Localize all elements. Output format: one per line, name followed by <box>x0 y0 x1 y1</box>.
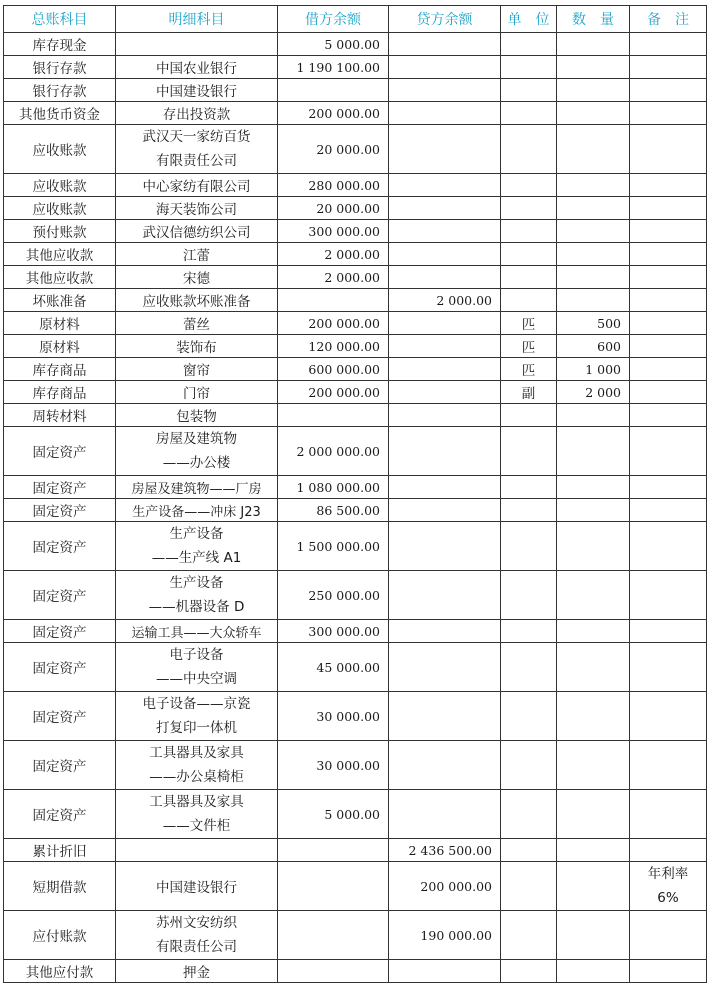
remark-cell <box>630 102 707 125</box>
remark-cell <box>630 266 707 289</box>
qty-cell <box>557 476 630 499</box>
credit-cell <box>389 56 501 79</box>
remark-cell <box>630 476 707 499</box>
account-cell: 预付账款 <box>4 220 116 243</box>
remark-cell <box>630 620 707 643</box>
debit-cell: 200 000.00 <box>278 381 389 404</box>
detail-cell <box>116 427 278 476</box>
qty-cell <box>557 790 630 839</box>
credit-cell <box>389 79 501 102</box>
account-cell: 银行存款 <box>4 79 116 102</box>
table-row <box>4 499 707 522</box>
unit-cell <box>501 643 557 692</box>
qty-cell <box>557 266 630 289</box>
detail-cell: 装饰布 <box>116 335 278 358</box>
qty-cell <box>557 911 630 960</box>
debit-cell: 5 000.00 <box>278 790 389 839</box>
detail-line: 苏州文安纺织 <box>156 915 237 931</box>
account-cell: 应收账款 <box>4 125 116 174</box>
account-cell: 固定资产 <box>4 571 116 620</box>
detail-line: ——办公楼 <box>162 455 231 471</box>
account-cell: 固定资产 <box>4 476 116 499</box>
header-credit: 贷方余额 <box>389 6 501 33</box>
credit-cell <box>389 266 501 289</box>
remark-cell <box>630 790 707 839</box>
account-cell: 固定资产 <box>4 741 116 790</box>
table-row <box>4 197 707 220</box>
qty-cell <box>557 79 630 102</box>
detail-cell <box>116 692 278 741</box>
credit-cell <box>389 692 501 741</box>
unit-cell <box>501 33 557 56</box>
debit-cell: 1 080 000.00 <box>278 476 389 499</box>
credit-cell <box>389 790 501 839</box>
debit-cell: 30 000.00 <box>278 741 389 790</box>
debit-cell: 2 000 000.00 <box>278 427 389 476</box>
remark-cell <box>630 862 707 911</box>
credit-cell <box>389 243 501 266</box>
account-cell: 固定资产 <box>4 692 116 741</box>
credit-cell <box>389 197 501 220</box>
debit-cell <box>278 911 389 960</box>
qty-cell <box>557 862 630 911</box>
qty-cell <box>557 56 630 79</box>
debit-cell: 20 000.00 <box>278 197 389 220</box>
detail-line: ——生产线 A1 <box>151 550 242 566</box>
credit-cell <box>389 741 501 790</box>
header-row <box>4 6 707 33</box>
detail-line: 有限责任公司 <box>156 939 237 955</box>
credit-cell <box>389 381 501 404</box>
detail-cell: 存出投资款 <box>116 102 278 125</box>
account-cell: 其他货币资金 <box>4 102 116 125</box>
unit-cell <box>501 862 557 911</box>
table-row <box>4 266 707 289</box>
credit-cell <box>389 620 501 643</box>
qty-cell <box>557 243 630 266</box>
remark-cell <box>630 427 707 476</box>
header-account: 总账科目 <box>4 6 116 33</box>
remark-cell <box>630 197 707 220</box>
detail-line: 工具器具及家具 <box>149 794 244 810</box>
debit-cell: 5 000.00 <box>278 33 389 56</box>
credit-cell <box>389 312 501 335</box>
detail-line: ——机器设备 D <box>148 599 245 615</box>
debit-cell: 86 500.00 <box>278 499 389 522</box>
unit-cell <box>501 499 557 522</box>
debit-cell <box>278 862 389 911</box>
unit-cell <box>501 266 557 289</box>
table-row <box>4 335 707 358</box>
qty-cell <box>557 643 630 692</box>
table-row <box>4 862 707 911</box>
table-row <box>4 102 707 125</box>
account-cell: 应收账款 <box>4 174 116 197</box>
detail-cell <box>116 790 278 839</box>
detail-cell <box>116 522 278 571</box>
unit-cell <box>501 692 557 741</box>
remark-cell <box>630 174 707 197</box>
table-row <box>4 358 707 381</box>
credit-cell <box>389 427 501 476</box>
unit-cell <box>501 243 557 266</box>
credit-cell <box>389 404 501 427</box>
remark-line: 年利率 <box>647 866 689 882</box>
table-row <box>4 220 707 243</box>
remark-cell <box>630 911 707 960</box>
qty-cell <box>557 499 630 522</box>
detail-line: 打复印一体机 <box>156 720 237 736</box>
table-row <box>4 911 707 960</box>
header-debit: 借方余额 <box>278 6 389 33</box>
detail-line: 房屋及建筑物 <box>156 431 237 447</box>
table-row <box>4 381 707 404</box>
credit-cell <box>389 102 501 125</box>
account-cell: 应收账款 <box>4 197 116 220</box>
table-row <box>4 960 707 983</box>
unit-cell <box>501 620 557 643</box>
unit-cell <box>501 741 557 790</box>
debit-cell: 200 000.00 <box>278 312 389 335</box>
table-row <box>4 79 707 102</box>
debit-cell: 600 000.00 <box>278 358 389 381</box>
table-row <box>4 620 707 643</box>
debit-cell <box>278 404 389 427</box>
account-balance-table <box>3 5 707 983</box>
unit-cell <box>501 839 557 862</box>
table-row <box>4 476 707 499</box>
table-row <box>4 692 707 741</box>
unit-cell <box>501 960 557 983</box>
table-row <box>4 174 707 197</box>
table-row <box>4 427 707 476</box>
qty-cell <box>557 427 630 476</box>
remark-cell <box>630 499 707 522</box>
unit-cell <box>501 79 557 102</box>
credit-cell: 200 000.00 <box>389 862 501 911</box>
unit-cell <box>501 56 557 79</box>
unit-cell <box>501 790 557 839</box>
account-cell: 应付账款 <box>4 911 116 960</box>
debit-cell: 200 000.00 <box>278 102 389 125</box>
remark-cell <box>630 220 707 243</box>
credit-cell <box>389 571 501 620</box>
debit-cell: 20 000.00 <box>278 125 389 174</box>
qty-cell: 600 <box>557 335 630 358</box>
header-remark: 备 注 <box>630 6 707 33</box>
detail-line: 电子设备 <box>169 647 224 663</box>
debit-cell <box>278 960 389 983</box>
debit-cell: 250 000.00 <box>278 571 389 620</box>
remark-cell <box>630 404 707 427</box>
table-row <box>4 289 707 312</box>
detail-line: 工具器具及家具 <box>149 745 244 761</box>
account-cell: 累计折旧 <box>4 839 116 862</box>
detail-cell: 应收账款坏账准备 <box>116 289 278 312</box>
remark-cell <box>630 79 707 102</box>
qty-cell: 500 <box>557 312 630 335</box>
qty-cell <box>557 620 630 643</box>
detail-cell: 江蕾 <box>116 243 278 266</box>
detail-cell: 武汉信德纺织公司 <box>116 220 278 243</box>
account-cell: 坏账准备 <box>4 289 116 312</box>
credit-cell <box>389 174 501 197</box>
remark-cell <box>630 358 707 381</box>
detail-line: 生产设备 <box>169 575 224 591</box>
table-row <box>4 839 707 862</box>
detail-cell: 房屋及建筑物——厂房 <box>116 476 278 499</box>
header-qty: 数 量 <box>557 6 630 33</box>
unit-cell <box>501 289 557 312</box>
account-cell: 固定资产 <box>4 643 116 692</box>
detail-cell: 生产设备——冲床 J23 <box>116 499 278 522</box>
unit-cell <box>501 220 557 243</box>
credit-cell <box>389 960 501 983</box>
remark-cell <box>630 125 707 174</box>
credit-cell <box>389 335 501 358</box>
debit-cell: 1 500 000.00 <box>278 522 389 571</box>
detail-cell <box>116 741 278 790</box>
unit-cell: 匹 <box>501 312 557 335</box>
unit-cell: 副 <box>501 381 557 404</box>
remark-cell <box>630 571 707 620</box>
remark-line: 6% <box>657 890 679 906</box>
debit-cell: 1 190 100.00 <box>278 56 389 79</box>
credit-cell <box>389 499 501 522</box>
detail-line: 武汉天一家纺百货 <box>142 129 251 145</box>
qty-cell <box>557 220 630 243</box>
remark-cell <box>630 381 707 404</box>
detail-cell: 海天装饰公司 <box>116 197 278 220</box>
debit-cell: 300 000.00 <box>278 220 389 243</box>
header-detail: 明细科目 <box>116 6 278 33</box>
remark-cell <box>630 522 707 571</box>
table-row <box>4 404 707 427</box>
remark-cell <box>630 289 707 312</box>
unit-cell <box>501 197 557 220</box>
debit-cell: 300 000.00 <box>278 620 389 643</box>
qty-cell <box>557 404 630 427</box>
account-cell: 短期借款 <box>4 862 116 911</box>
detail-cell: 押金 <box>116 960 278 983</box>
account-cell: 周转材料 <box>4 404 116 427</box>
detail-cell: 门帘 <box>116 381 278 404</box>
table-row <box>4 33 707 56</box>
detail-cell: 蕾丝 <box>116 312 278 335</box>
unit-cell: 匹 <box>501 358 557 381</box>
detail-cell: 运输工具——大众轿车 <box>116 620 278 643</box>
account-cell: 固定资产 <box>4 499 116 522</box>
qty-cell <box>557 960 630 983</box>
detail-cell <box>116 33 278 56</box>
debit-cell: 45 000.00 <box>278 643 389 692</box>
debit-cell: 2 000.00 <box>278 243 389 266</box>
credit-cell <box>389 358 501 381</box>
detail-cell: 宋德 <box>116 266 278 289</box>
qty-cell <box>557 125 630 174</box>
unit-cell <box>501 404 557 427</box>
account-cell: 原材料 <box>4 312 116 335</box>
remark-cell <box>630 692 707 741</box>
remark-cell <box>630 243 707 266</box>
qty-cell <box>557 197 630 220</box>
header-unit: 单 位 <box>501 6 557 33</box>
detail-cell <box>116 571 278 620</box>
remark-cell <box>630 839 707 862</box>
qty-cell: 2 000 <box>557 381 630 404</box>
detail-cell: 中国建设银行 <box>116 79 278 102</box>
table-row <box>4 790 707 839</box>
debit-cell <box>278 289 389 312</box>
qty-cell <box>557 522 630 571</box>
qty-cell <box>557 33 630 56</box>
detail-cell <box>116 839 278 862</box>
table-row <box>4 125 707 174</box>
table-row <box>4 571 707 620</box>
remark-cell <box>630 643 707 692</box>
qty-cell <box>557 839 630 862</box>
detail-line: 电子设备——京瓷 <box>142 696 251 712</box>
unit-cell <box>501 522 557 571</box>
account-cell: 其他应付款 <box>4 960 116 983</box>
remark-cell <box>630 312 707 335</box>
table-row <box>4 312 707 335</box>
unit-cell: 匹 <box>501 335 557 358</box>
qty-cell <box>557 692 630 741</box>
unit-cell <box>501 571 557 620</box>
qty-cell: 1 000 <box>557 358 630 381</box>
unit-cell <box>501 174 557 197</box>
account-cell: 银行存款 <box>4 56 116 79</box>
table-row <box>4 56 707 79</box>
remark-cell <box>630 335 707 358</box>
unit-cell <box>501 125 557 174</box>
debit-cell <box>278 839 389 862</box>
detail-cell: 中心家纺有限公司 <box>116 174 278 197</box>
credit-cell: 2 000.00 <box>389 289 501 312</box>
debit-cell: 280 000.00 <box>278 174 389 197</box>
qty-cell <box>557 102 630 125</box>
credit-cell: 190 000.00 <box>389 911 501 960</box>
credit-cell <box>389 522 501 571</box>
debit-cell <box>278 79 389 102</box>
detail-cell <box>116 911 278 960</box>
credit-cell <box>389 643 501 692</box>
unit-cell <box>501 102 557 125</box>
account-cell: 其他应收款 <box>4 266 116 289</box>
detail-cell: 包装物 <box>116 404 278 427</box>
detail-cell: 中国建设银行 <box>116 862 278 911</box>
remark-cell <box>630 741 707 790</box>
detail-cell: 窗帘 <box>116 358 278 381</box>
detail-line: 生产设备 <box>169 526 224 542</box>
credit-cell <box>389 476 501 499</box>
table-row <box>4 522 707 571</box>
detail-cell <box>116 643 278 692</box>
qty-cell <box>557 741 630 790</box>
credit-cell <box>389 33 501 56</box>
account-cell: 其他应收款 <box>4 243 116 266</box>
detail-line: 有限责任公司 <box>156 153 237 169</box>
detail-cell: 中国农业银行 <box>116 56 278 79</box>
account-cell: 固定资产 <box>4 427 116 476</box>
qty-cell <box>557 174 630 197</box>
table-row <box>4 243 707 266</box>
qty-cell <box>557 571 630 620</box>
remark-cell <box>630 960 707 983</box>
debit-cell: 30 000.00 <box>278 692 389 741</box>
detail-line: ——办公桌椅柜 <box>149 769 244 785</box>
account-cell: 库存商品 <box>4 358 116 381</box>
debit-cell: 120 000.00 <box>278 335 389 358</box>
credit-cell: 2 436 500.00 <box>389 839 501 862</box>
qty-cell <box>557 289 630 312</box>
account-cell: 固定资产 <box>4 522 116 571</box>
unit-cell <box>501 476 557 499</box>
remark-cell <box>630 56 707 79</box>
account-cell: 库存现金 <box>4 33 116 56</box>
account-cell: 固定资产 <box>4 620 116 643</box>
table-row <box>4 643 707 692</box>
remark-cell <box>630 33 707 56</box>
table-row <box>4 741 707 790</box>
detail-line: ——中央空调 <box>156 671 237 687</box>
account-cell: 原材料 <box>4 335 116 358</box>
detail-cell <box>116 125 278 174</box>
debit-cell: 2 000.00 <box>278 266 389 289</box>
credit-cell <box>389 220 501 243</box>
unit-cell <box>501 911 557 960</box>
credit-cell <box>389 125 501 174</box>
detail-line: ——文件柜 <box>162 818 231 834</box>
account-cell: 固定资产 <box>4 790 116 839</box>
unit-cell <box>501 427 557 476</box>
account-cell: 库存商品 <box>4 381 116 404</box>
